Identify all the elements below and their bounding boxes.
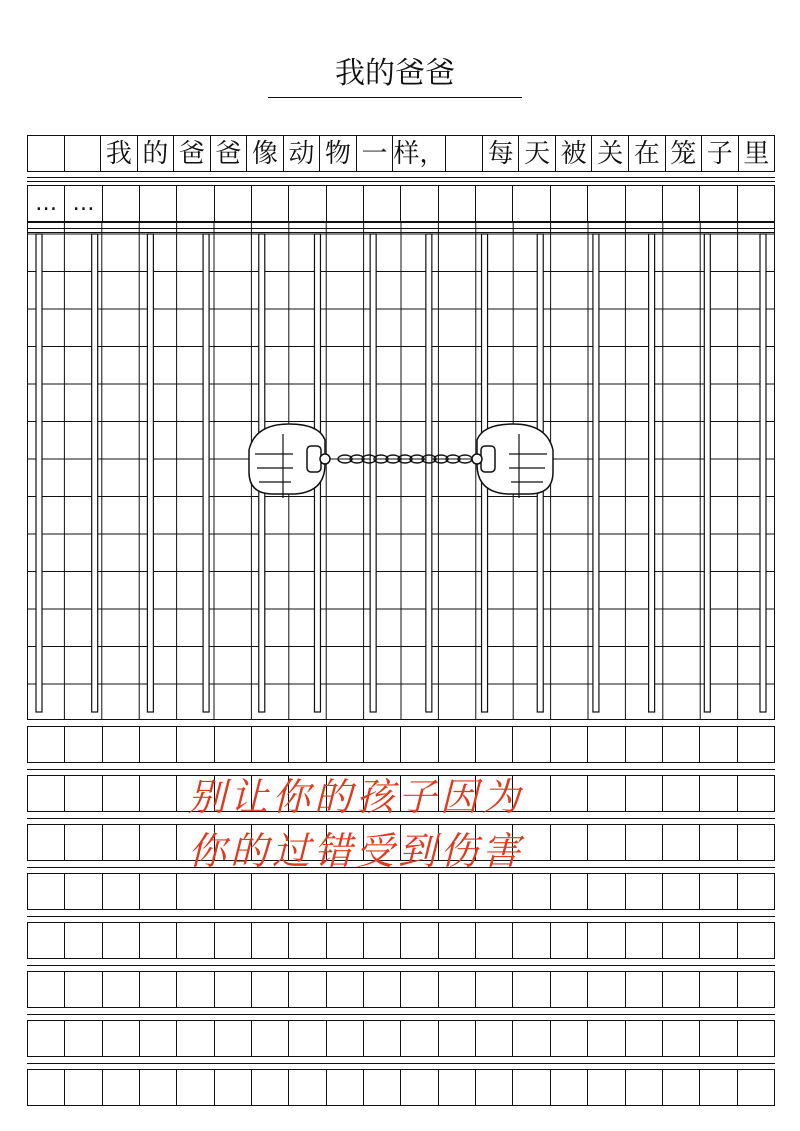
grid-cell	[587, 874, 624, 909]
grid-cell	[288, 923, 325, 958]
grid-cell	[102, 1021, 139, 1056]
row-separator	[27, 181, 775, 182]
grid-cell	[363, 923, 400, 958]
grid-cell	[102, 874, 139, 909]
grid-cell	[102, 776, 139, 811]
grid-cell	[587, 1021, 624, 1056]
grid-cell	[737, 1021, 775, 1056]
grid-cell	[737, 776, 775, 811]
grid-cell	[251, 972, 288, 1007]
grid-cell	[363, 727, 400, 762]
grid-cell	[512, 874, 549, 909]
grid-cell: 关	[591, 136, 628, 171]
grid-cell	[139, 972, 176, 1007]
grid-cell	[139, 825, 176, 860]
grid-cell: 一	[356, 136, 393, 171]
grid-cell: …	[64, 186, 101, 221]
grid-cell	[662, 186, 699, 221]
grid-cell	[326, 972, 363, 1007]
grid-cell	[251, 186, 288, 221]
grid-cell: 样，	[392, 136, 445, 171]
grid-cell: 我	[100, 136, 137, 171]
row-separator	[27, 916, 775, 917]
grid-cell	[288, 1021, 325, 1056]
grid-cell: 的	[137, 136, 174, 171]
grid-cell	[625, 923, 662, 958]
grid-cell	[699, 923, 736, 958]
grid-cell	[512, 727, 549, 762]
blank-writing-row	[27, 726, 775, 763]
grid-cell	[139, 1070, 176, 1105]
grid-cell	[625, 1021, 662, 1056]
grid-cell	[363, 1021, 400, 1056]
blank-writing-row	[27, 922, 775, 959]
grid-cell	[102, 923, 139, 958]
grid-cell	[27, 825, 64, 860]
grid-row-1	[27, 135, 775, 172]
grid-cell	[214, 1070, 251, 1105]
grid-cell	[550, 1021, 587, 1056]
grid-cell: 笼	[665, 136, 702, 171]
grid-cell	[27, 972, 64, 1007]
grid-cell	[699, 825, 736, 860]
grid-cell: 天	[518, 136, 555, 171]
grid-cell	[699, 874, 736, 909]
grid-cell	[64, 874, 101, 909]
essay-title: 我的爸爸	[335, 56, 455, 91]
grid-cell	[251, 1070, 288, 1105]
grid-cell	[288, 186, 325, 221]
grid-cell	[438, 874, 475, 909]
grid-cell	[512, 186, 549, 221]
cage-illustration	[27, 222, 775, 720]
grid-cell	[27, 1021, 64, 1056]
grid-cell	[139, 776, 176, 811]
grid-cell: 每	[482, 136, 519, 171]
grid-cell	[64, 1070, 101, 1105]
grid-cell	[475, 874, 512, 909]
grid-cell	[445, 136, 482, 171]
cage-bar	[36, 234, 42, 712]
grid-cell	[475, 972, 512, 1007]
cage-bar	[649, 234, 655, 712]
grid-cell	[550, 1070, 587, 1105]
warning-message	[188, 770, 628, 878]
grid-cell	[288, 972, 325, 1007]
grid-cell	[550, 972, 587, 1007]
grid-cell	[214, 923, 251, 958]
grid-cell	[438, 1070, 475, 1105]
grid-cell	[662, 972, 699, 1007]
grid-cell	[27, 136, 64, 171]
grid-cell	[438, 972, 475, 1007]
grid-cell	[512, 1070, 549, 1105]
grid-cell	[27, 923, 64, 958]
grid-cell	[662, 874, 699, 909]
grid-cell	[214, 972, 251, 1007]
cage-bar	[370, 234, 376, 712]
grid-cell	[176, 1070, 213, 1105]
grid-cell	[326, 186, 363, 221]
blank-writing-row	[27, 971, 775, 1008]
grid-cell	[214, 1021, 251, 1056]
grid-cell	[288, 1070, 325, 1105]
grid-cell	[400, 874, 437, 909]
grid-cell	[64, 825, 101, 860]
grid-cell	[737, 923, 775, 958]
grid-cell	[662, 727, 699, 762]
grid-cell	[363, 1070, 400, 1105]
grid-cell	[326, 727, 363, 762]
grid-cell	[400, 1021, 437, 1056]
cage-bar	[147, 234, 153, 712]
grid-cell: 物	[319, 136, 356, 171]
cage-bar	[704, 234, 710, 712]
cage-bar	[760, 234, 766, 712]
grid-cell	[475, 727, 512, 762]
grid-cell	[737, 972, 775, 1007]
grid-cell	[587, 1070, 624, 1105]
row-separator	[27, 177, 775, 178]
grid-cell	[64, 136, 101, 171]
grid-cell	[475, 1021, 512, 1056]
grid-cell	[363, 874, 400, 909]
grid-cell	[699, 186, 736, 221]
grid-cell	[102, 727, 139, 762]
grid-cell: 在	[628, 136, 665, 171]
row-separator	[27, 965, 775, 966]
grid-cell	[139, 186, 176, 221]
grid-cell	[326, 874, 363, 909]
grid-cell	[662, 1070, 699, 1105]
grid-cell	[438, 727, 475, 762]
grid-cell	[64, 1021, 101, 1056]
grid-cell	[139, 923, 176, 958]
row-separator	[27, 1063, 775, 1064]
grid-cell	[587, 186, 624, 221]
grid-cell	[139, 874, 176, 909]
grid-cell	[326, 923, 363, 958]
grid-cell	[64, 776, 101, 811]
grid-cell	[400, 727, 437, 762]
grid-cell	[625, 776, 662, 811]
grid-cell	[699, 776, 736, 811]
grid-cell	[251, 1021, 288, 1056]
grid-cell	[475, 186, 512, 221]
grid-cell	[102, 186, 139, 221]
grid-cell	[27, 776, 64, 811]
grid-cell	[363, 972, 400, 1007]
message-line-1: 别让你的孩子因为	[188, 775, 525, 819]
grid-cell	[64, 972, 101, 1007]
grid-cell	[214, 186, 251, 221]
grid-cell: 子	[701, 136, 738, 171]
grid-cell	[288, 727, 325, 762]
blank-writing-row	[27, 1020, 775, 1057]
grid-cell	[176, 972, 213, 1007]
grid-cell	[102, 972, 139, 1007]
grid-cell	[438, 923, 475, 958]
cage-grid-lines	[27, 222, 775, 720]
grid-cell	[662, 825, 699, 860]
grid-cell	[625, 727, 662, 762]
grid-cell	[737, 874, 775, 909]
grid-cell: 里	[738, 136, 776, 171]
grid-cell	[699, 1021, 736, 1056]
grid-cell	[64, 727, 101, 762]
grid-cell	[176, 923, 213, 958]
grid-cell	[27, 874, 64, 909]
grid-cell	[737, 727, 775, 762]
grid-cell	[102, 1070, 139, 1105]
grid-cell	[400, 186, 437, 221]
grid-cell	[512, 1021, 549, 1056]
grid-cell	[737, 825, 775, 860]
grid-cell	[139, 727, 176, 762]
grid-cell	[662, 1021, 699, 1056]
row-separator	[27, 228, 775, 229]
grid-cell	[512, 923, 549, 958]
grid-cell	[550, 186, 587, 221]
grid-cell	[363, 186, 400, 221]
grid-cell	[587, 972, 624, 1007]
grid-cell	[251, 923, 288, 958]
grid-cell	[475, 1070, 512, 1105]
blank-writing-row	[27, 1069, 775, 1106]
message-line-2: 你的过错受到伤害	[188, 829, 525, 873]
grid-cell	[214, 727, 251, 762]
grid-cell	[625, 972, 662, 1007]
grid-cell	[625, 186, 662, 221]
grid-cell	[625, 874, 662, 909]
grid-cell	[438, 1021, 475, 1056]
grid-cell	[288, 874, 325, 909]
row-separator	[27, 232, 775, 233]
grid-cell	[27, 727, 64, 762]
grid-row-2	[27, 185, 775, 222]
grid-cell	[326, 1021, 363, 1056]
grid-cell: 爸	[173, 136, 210, 171]
grid-cell	[475, 923, 512, 958]
grid-cell	[251, 874, 288, 909]
grid-cell	[176, 727, 213, 762]
grid-cell	[326, 1070, 363, 1105]
grid-cell	[214, 874, 251, 909]
cage-bar	[426, 234, 432, 712]
grid-cell	[737, 186, 775, 221]
grid-cell: 像	[246, 136, 283, 171]
grid-cell	[587, 923, 624, 958]
grid-cell	[550, 923, 587, 958]
cage-bar	[92, 234, 98, 712]
grid-cell	[400, 1070, 437, 1105]
grid-cell	[438, 186, 475, 221]
blank-writing-row	[27, 873, 775, 910]
grid-cell	[662, 776, 699, 811]
grid-cell	[587, 727, 624, 762]
grid-cell	[176, 186, 213, 221]
grid-cell	[550, 727, 587, 762]
grid-cell	[176, 874, 213, 909]
title-underline	[268, 97, 522, 98]
grid-cell	[251, 727, 288, 762]
grid-cell	[27, 1070, 64, 1105]
grid-cell	[400, 923, 437, 958]
grid-cell	[625, 1070, 662, 1105]
grid-cell	[64, 923, 101, 958]
grid-cell	[662, 923, 699, 958]
cage-bar	[203, 234, 209, 712]
grid-cell	[176, 1021, 213, 1056]
grid-cell	[699, 972, 736, 1007]
grid-cell	[699, 727, 736, 762]
grid-cell	[737, 1070, 775, 1105]
grid-cell	[512, 972, 549, 1007]
cage-bar	[593, 234, 599, 712]
grid-cell	[699, 1070, 736, 1105]
grid-cell	[625, 825, 662, 860]
grid-cell: …	[27, 186, 64, 221]
grid-cell	[102, 825, 139, 860]
grid-cell: 动	[283, 136, 320, 171]
grid-cell: 被	[555, 136, 592, 171]
grid-cell	[400, 972, 437, 1007]
grid-cell	[139, 1021, 176, 1056]
grid-cell	[550, 874, 587, 909]
row-separator	[27, 1014, 775, 1015]
grid-cell: 爸	[210, 136, 247, 171]
